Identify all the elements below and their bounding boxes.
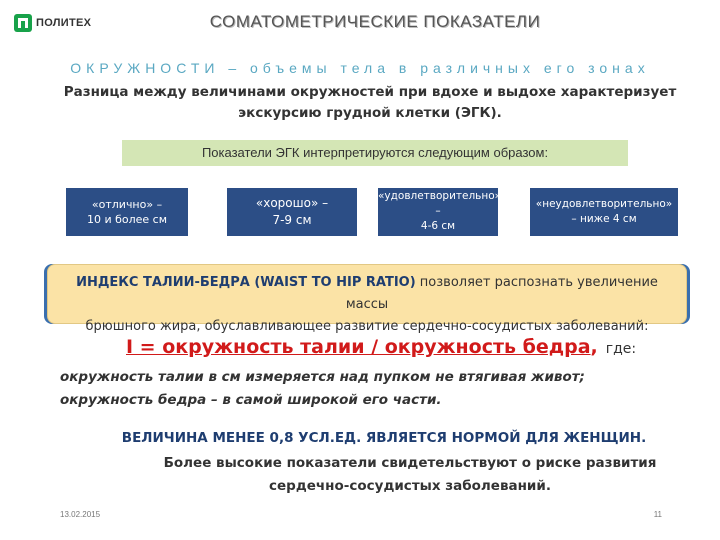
formula-where: где: xyxy=(605,341,637,357)
whr-line-2: брюшного жира, обуславливающее развитие сердечно-сосудистых заболеваний: xyxy=(85,319,649,334)
slide-title: СОМАТОМЕТРИЧЕСКИЕ ПОКАЗАТЕЛИ xyxy=(209,12,541,31)
risk-statement xyxy=(140,452,680,498)
grade-satisfactory xyxy=(378,188,502,236)
grade-value: – ниже 4 см xyxy=(571,213,637,225)
whr-title: ИНДЕКС ТАЛИИ-БЕДРА (WAIST TO HIP RATIO) xyxy=(76,275,416,290)
grade-good xyxy=(227,188,357,236)
slide-subtitle: ОКРУЖНОСТИ – объемы тела в различных его зонах xyxy=(70,60,650,76)
norm-statement: ВЕЛИЧИНА МЕНЕЕ 0,8 УСЛ.ЕД. ЯВЛЯЕТСЯ НОРМОЙ ДЛЯ ЖЕНЩИН. xyxy=(121,430,647,446)
grade-value: 7-9 см xyxy=(272,213,312,227)
formula xyxy=(126,336,636,358)
formula-comma: , xyxy=(590,336,598,358)
footer-date: 13.02.2015 xyxy=(60,510,101,519)
risk-line-1: Более высокие показатели свидетельствуют о риске развития xyxy=(163,455,657,471)
grade-excellent xyxy=(66,188,188,236)
intro-line-1: Разница между величинами окружностей при вдохе и выдохе характеризует xyxy=(63,84,677,100)
definitions xyxy=(60,366,680,412)
definition-waist: окружность талии в см измеряется над пупком не втягивая живот; xyxy=(60,369,585,385)
page-number: 11 xyxy=(653,510,662,519)
grade-label: «неудовлетворительно» xyxy=(535,198,673,210)
grade-unsatisfactory xyxy=(530,188,678,236)
definition-hip: окружность бедра – в самой широкой его части. xyxy=(60,392,442,408)
risk-line-2: сердечно-сосудистых заболеваний. xyxy=(269,478,551,494)
formula-main: I = окружность талии / окружность бедра xyxy=(126,336,591,358)
grade-value: 4-6 см xyxy=(420,220,456,232)
logo-text: ПОЛИТЕХ xyxy=(36,17,92,29)
intro-line-2: экскурсию грудной клетки (ЭГК). xyxy=(238,105,502,121)
grade-dash: – xyxy=(435,205,441,217)
whr-box xyxy=(47,264,687,334)
whr-rest: позволяет распознать увеличение массы xyxy=(345,275,658,312)
grade-label: «удовлетворительно» xyxy=(378,190,502,202)
grade-label: «хорошо» – xyxy=(255,196,329,210)
whr-line-1 xyxy=(62,272,672,316)
grade-label: «отлично» – xyxy=(91,198,163,211)
grade-value: 10 и более см xyxy=(86,213,168,226)
intro-text xyxy=(40,82,700,124)
egk-banner: Показатели ЭГК интерпретируются следующим образом: xyxy=(122,140,628,166)
